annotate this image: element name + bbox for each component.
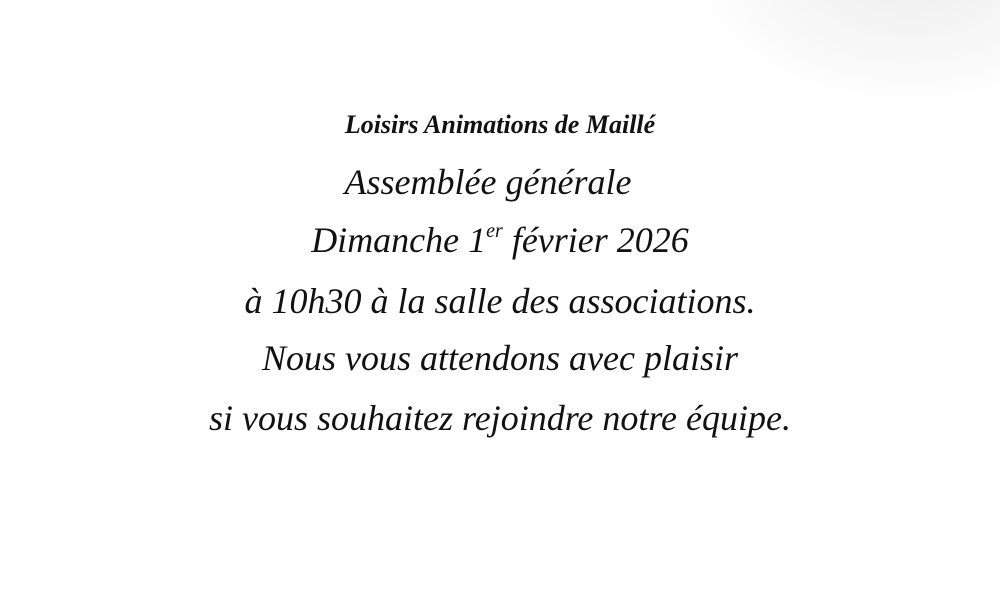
event-date xyxy=(0,222,1000,258)
invitation-line-1: Nous vous attendons avec plaisir xyxy=(262,338,738,378)
event-title: Assemblée générale xyxy=(344,162,632,202)
event-date-month-year: février 2026 xyxy=(502,220,689,260)
corner-shadow xyxy=(700,0,1000,100)
event-date-ordinal: er xyxy=(486,220,503,242)
invitation-line-2: si vous souhaitez rejoindre notre équipe. xyxy=(209,398,791,438)
organization-name: Loisirs Animations de Maillé xyxy=(344,110,656,139)
event-time-place: à 10h30 à la salle des associations. xyxy=(244,281,756,321)
event-date-day: Dimanche 1 xyxy=(311,220,487,260)
